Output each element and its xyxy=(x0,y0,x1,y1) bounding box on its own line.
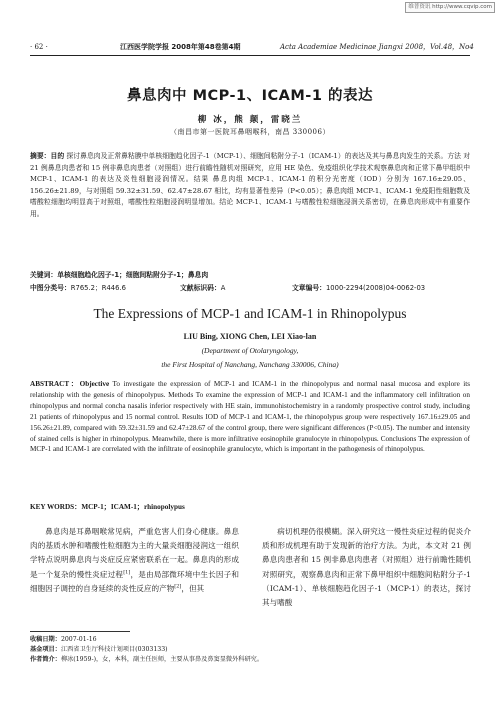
body-right-column: 病切机理仍很模糊。深入研究这一慢性炎症过程的促炎介质和形成机理有助于发现新的治疗方法。为此，本文对 21 例鼻息肉患者和 15 例非鼻息肉患者（对照组）进行前瞻性随机对照研究，观察鼻息肉和正常下鼻甲组织中细胞间粘附分子-1（ICAM-1）、单核细胞趋化因子-1（MCP-1）的表达，探讨其与嗜酸 xyxy=(262,527,471,608)
title-en: The Expressions of MCP-1 and ICAM-1 in Rhinopolypus xyxy=(93,306,407,321)
title-cn: 鼻息肉中 MCP-1、ICAM-1 的表达 xyxy=(127,88,373,104)
footnote-fund: 基金项目：江西省卫生厅科技计划项目(0303133) xyxy=(30,646,168,653)
page-number: · 62 · xyxy=(30,43,48,51)
watermark: 维普资讯 http://www.cqvip.com xyxy=(405,2,495,13)
authors-en: LIU Bing, XIONG Chen, LEI Xiao-lan xyxy=(183,332,317,341)
keywords-cn xyxy=(30,270,470,282)
affiliation-en-line1: (Department of Otolaryngology, xyxy=(201,346,299,355)
abstract-cn-text: 探讨鼻息肉及正常鼻粘膜中单核细胞趋化因子-1（MCP-1）、细胞间粘附分子-1（ICAM-1）的表达及其与鼻息肉发生的关系。方法 对 21 例鼻息肉患者和 15 例非鼻息肉患者（对照组）进行前瞻性随机对照研究，应用 HE 染色、免疫组织化学技术观察鼻息肉和正常下鼻甲组织中 MCP-1、ICAM-1 的表达及炎性细胞浸润情况。结果 鼻息肉组 MCP-1、ICAM-1 的积分光密度（IOD）分别为 167.16±29.05、156.26±21.89，与对照组 59.32±31.59、62.47±28.67 相比，均有显著性差异（P<0.05）；鼻息肉组 MCP-1、ICAM-1 免疫阳性细胞数及嗜酸粒细胞均明显高于对照组，嗜酸性粒细胞浸润明显增加。结论 MCP-1、ICAM-1 与嗜酸性粒细胞浸润关系密切，在鼻息肉形成中有重要作用。 xyxy=(30,152,471,218)
body-left-column: 鼻息肉是耳鼻咽喉常见病，严重危害人们身心健康。鼻息肉的基质水肿和嗜酸性粒细胞为主的大量炎细胞浸润这一组织学特点说明鼻息肉与炎症反应紧密联系在一起。鼻息肉的形成是一个复杂的慢性炎症过程[1]，是由局部微环境中生长因子和细胞因子调控的自身延续的炎性反应的产物[2]，但其 xyxy=(30,527,239,593)
citation-2: [2] xyxy=(174,583,182,590)
abstract-en-label: ABSTRACT： xyxy=(30,380,80,388)
keywords-en: KEY WORDS：MCP-1；ICAM-1；rhinopolypus xyxy=(30,503,185,511)
keywords-cn-text: 单核细胞趋化因子-1；细胞间粘附分子-1；鼻息肉 xyxy=(57,271,209,279)
journal-name-en: Acta Academiae Medicinae Jiangxi 2008，Vol.48，No4 xyxy=(280,43,474,51)
footnote-received: 收稿日期：2007-01-16 xyxy=(30,636,97,643)
abstract-cn xyxy=(30,151,470,220)
document-code: 文献标识码：A xyxy=(180,284,226,292)
abstract-en-text: To investigate the expression of MCP-1 and ICAM-1 in the rhinopolypus and normal nasal mucosa and explore its relationship with the genesis of rhinopolypus. Methods To examine the expression of MCP-1 and ICAM-1 and the inflammatory cell infiltration on rhinopolypus and normal concha nasalis inferior respectively with HE stain, immunohistochemistry in a randomly prospective control study, including 21 patients of rhinopolypus and 15 normal control. Results IOD of MCP-1 and ICAM-1, the rhinopolypus group were respectively 167.16±29.05 and 156.26±21.89, compared with 59.32±31.59 and 62.47±28.67 of the control group, there were significant differences (P<0.05). The number and intensity of stained cells is higher in rhinopolypus. Meanwhile, there is more infiltrative eosinophile granulocyte in rhinopolypus. Conclusions The expression of MCP-1 and ICAM-1 are correlated with the infiltrate of eosinophile granulocyte, which is important in the pathogenesis of rhinopolypus. xyxy=(30,380,471,454)
footnote-rule xyxy=(30,631,130,632)
article-number: 文章编号：1000-2294(2008)04-0062-03 xyxy=(292,284,426,292)
abstract-cn-label: 摘要： xyxy=(30,152,51,160)
objective-cn-label: 目的 xyxy=(50,152,65,160)
keywords-cn-label: 关键词： xyxy=(30,271,58,279)
objective-en-label: Objective xyxy=(79,380,110,388)
journal-name-cn: 江西医学院学报 2008年第48卷第4期 xyxy=(120,43,241,51)
footnote-author: 作者简介：柳冰(1959-)，女，本科，副主任医师，主要从事鼻及鼻窦显微外科研究。 xyxy=(30,656,264,663)
affiliation-en-line2: the First Hospital of Nanchang, Nanchang 330006, China) xyxy=(161,360,339,369)
authors-cn: 柳 冰，熊 颠，雷晓兰 xyxy=(197,115,303,125)
citation-1: [1] xyxy=(123,569,131,576)
affiliation-cn: （南昌市第一医院耳鼻咽喉科，南昌 330006） xyxy=(170,128,330,136)
header-rule xyxy=(30,55,470,56)
clc-number: 中图分类号：R765.2；R446.6 xyxy=(30,284,126,292)
abstract-en xyxy=(30,379,470,455)
